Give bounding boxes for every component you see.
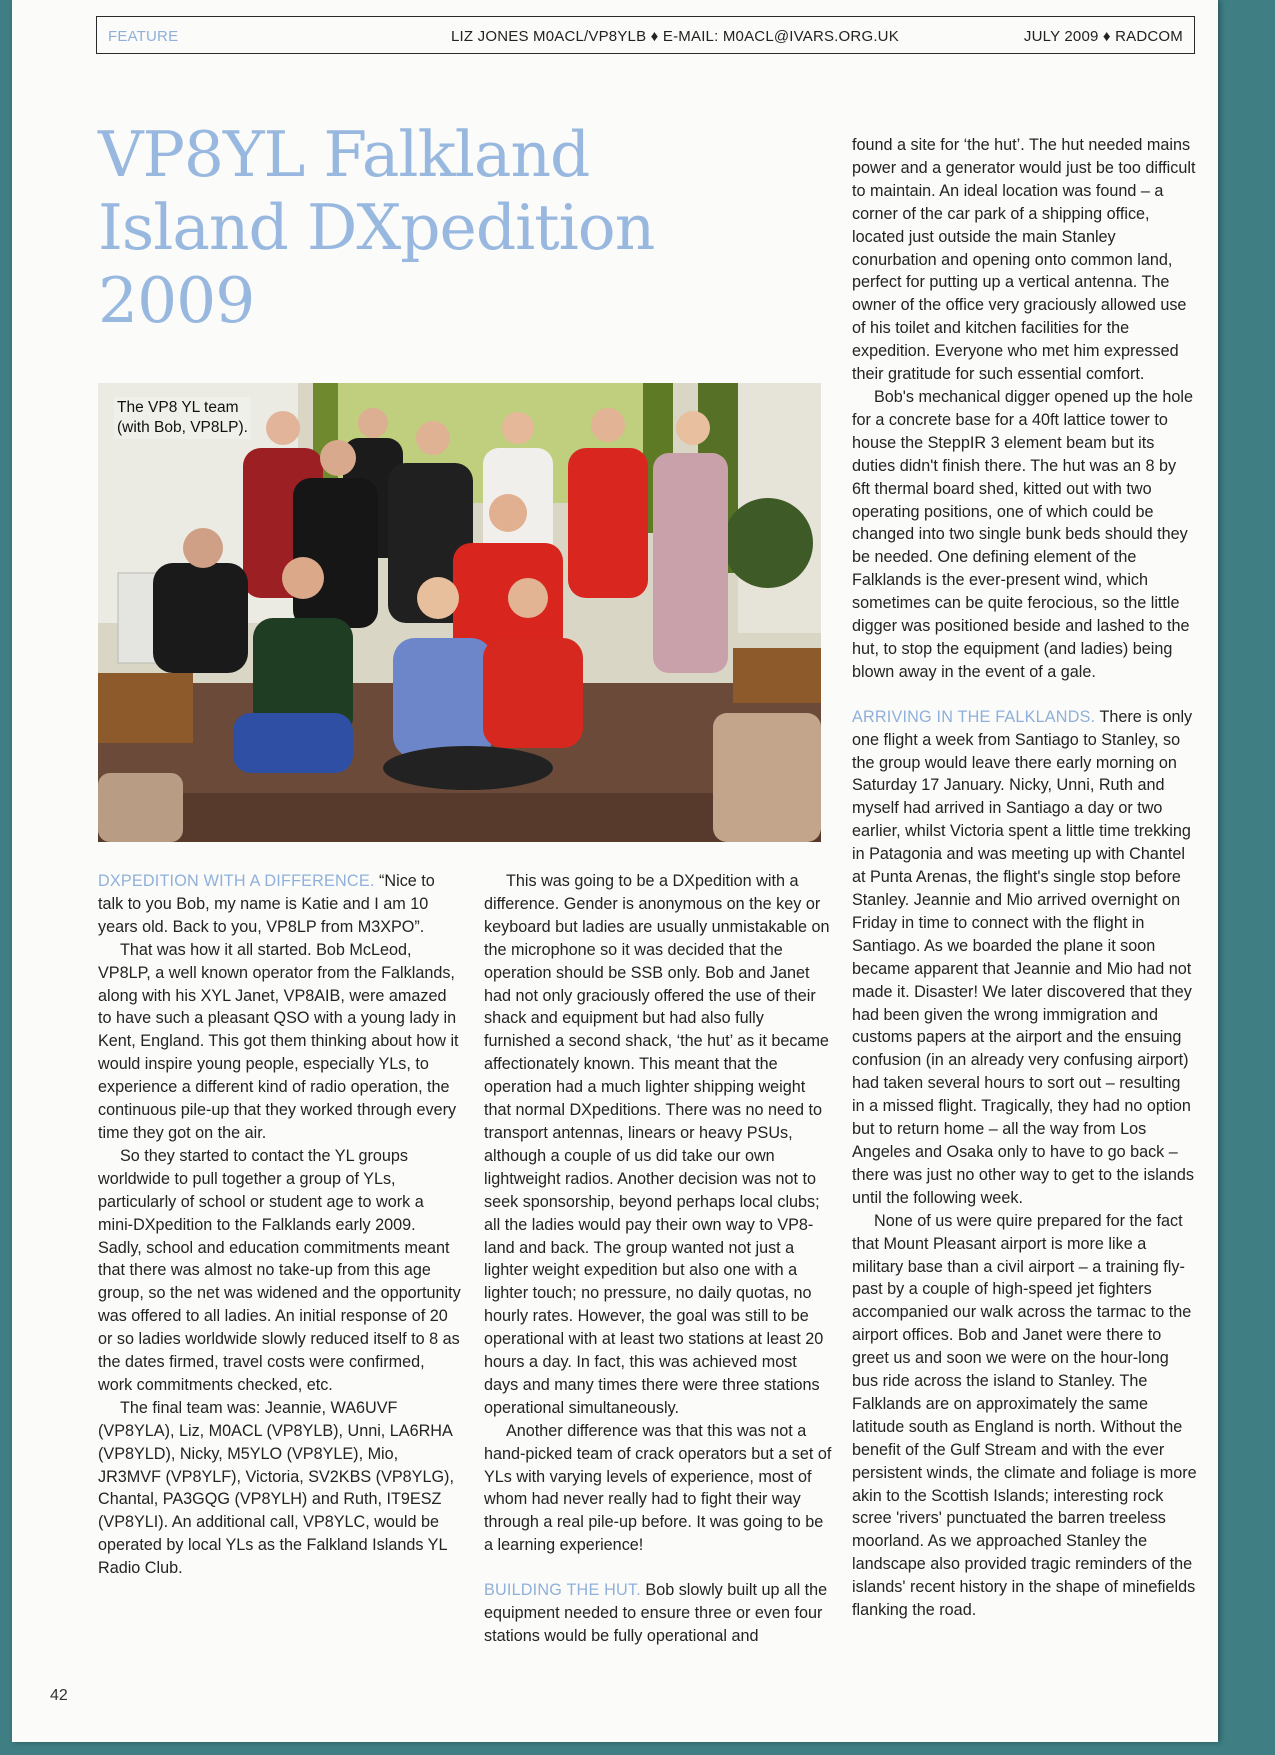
paragraph-text: “Nice to talk to you Bob, my name is Katie and I am 10 years old. Back to you, VP8LP from M3XPO”. — [98, 872, 435, 936]
article-column-2 — [484, 870, 834, 1648]
page-number: 42 — [50, 1687, 68, 1704]
paragraph: Bob's mechanical digger opened up the hole for a concrete base for a 40ft lattice tower to house the SteppIR 3 element beam but its duties didn't finish there. The hut was an 8 by 6ft thermal board shed, kitted out with two operating positions, one of which could be changed into two single bunk beds should they be needed. One defining element of the Falklands is the ever-present wind, which sometimes can be quite ferocious, so the little digger was positioned beside and lashed to the hut, to stop the equipment (and ladies) being blown away in the event of a gale. — [852, 387, 1193, 681]
article-column-1 — [98, 870, 463, 1580]
photo-caption — [114, 397, 251, 439]
paragraph — [484, 1579, 834, 1648]
paragraph: None of us were quire prepared for the fact that Mount Pleasant airport is more like a military base than a civil airport – a training fly-past by a couple of high-speed jet fighters accompanied our walk across the tarmac to the airport offices. Bob and Janet were there to greet us and soon we were on the hour-long bus ride across the island to Stanley. The Falklands are on approximately the same latitude south as England is north. Without the benefit of the Gulf Stream and with the ever persistent winds, the climate and foliage is more akin to the Scottish Islands; interesting rock scree 'rivers' punctuated the barren treeless moorland. As we approached Stanley the landscape also provided tragic reminders of the islands' recent history in the shape of minefields flanking the road. — [852, 1211, 1197, 1620]
running-header — [96, 16, 1195, 54]
paragraph: So they started to contact the YL groups worldwide to pull together a group of YLs, particularly of school or student age to work a mini-DXpedition to the Falklands early 2009. Sadly, school and education commitments meant that there was almost no take-up from this age group, so the net was widened and the opportunity was offered to all ladies. An initial response of 20 or so ladies worldwide slowly reduced itself to 8 as the dates firmed, travel costs were confirmed, work commitments checked, etc. — [98, 1146, 461, 1394]
paragraph — [852, 706, 1197, 1210]
paragraph-text: Bob slowly built up all the equipment needed to ensure three or even four stations would be fully operational and — [484, 1581, 828, 1645]
caption-line-2: (with Bob, VP8LP). — [117, 419, 248, 436]
section-heading: DXPEDITION WITH A DIFFERENCE. — [98, 872, 375, 890]
section-label: FEATURE — [108, 28, 179, 45]
team-photo-illustration — [98, 383, 821, 842]
section-heading: ARRIVING IN THE FALKLANDS. — [852, 707, 1096, 726]
paragraph: That was how it all started. Bob McLeod, VP8LP, a well known operator from the Falklands, along with his XYL Janet, VP8AIB, were amazed to have such a pleasant QSO with a young lady in Kent, England. This got them thinking about how it would inspire young people, especially YLs, to experience a different kind of radio operation, the continuous pile-up that they worked through every time they got on the air. — [98, 940, 459, 1142]
section-heading: BUILDING THE HUT. — [484, 1581, 641, 1600]
paragraph: found a site for ‘the hut’. The hut needed mains power and a generator would just be too difficult to maintain. An ideal location was found – a corner of the car park of a shipping office, located just outside the main Stanley conurbation and opening onto common land, perfect for putting up a vertical antenna. The owner of the office very graciously allowed use of his toilet and kitchen facilities for the expedition. Everyone who met him expressed their gratitude for such essential comfort. — [852, 136, 1196, 384]
caption-line-1: The VP8 YL team — [117, 399, 239, 416]
author-contact: LIZ JONES M0ACL/VP8YLB ♦ E-MAIL: M0ACL@IVARS.ORG.UK — [451, 28, 899, 45]
paragraph: Another difference was that this was not a hand-picked team of crack operators but a set of YLs with varying levels of experience, most of whom had never really had to fight their way through a real pile-up before. It was going to be a learning experience! — [484, 1421, 832, 1555]
issue-label: JULY 2009 ♦ RADCOM — [1023, 28, 1183, 45]
paragraph: The final team was: Jeannie, WA6UVF (VP8YLA), Liz, M0ACL (VP8YLB), Unni, LA6RHA (VP8YLD), Nicky, M5YLO (VP8YLE), Mio, JR3MVF (VP8YLF), Victoria, SV2KBS (VP8YLG), Chantal, PA3GQG (VP8YLH) and Ruth, IT9ESZ (VP8YLI). An additional call, VP8YLC, would be operated by local YLs as the Falkland Islands YL Radio Club. — [98, 1398, 454, 1578]
article-title: VP8YL Falkland Island DXpedition 2009 — [98, 118, 655, 337]
paragraph — [98, 870, 463, 939]
paragraph-text: There is only one flight a week from Santiago to Stanley, so the group would leave there early morning on Saturday 17 January. Nicky, Unni, Ruth and myself had arrived in Santiago a day or two earlier, whilst Victoria spent a little time trekking in Patagonia and was meeting up with Chantel at Punta Arenas, the flight's single stop before Stanley. Jeannie and Mio arrived overnight on Friday in time to connect with the flight in Santiago. As we boarded the plane it soon became apparent that Jeannie and Mio had not made it. Disaster! We later discovered that they had been given the wrong immigration and customs papers at the airport and the ensuing confusion (in an already very confusing airport) had taken several hours to sort out – resulting in a missed flight. Tragically, they had no option but to return home – all the way from Los Angeles and Osaka only to have to go back – there was just no other way to get to the islands until the following week. — [852, 707, 1194, 1207]
magazine-page — [12, 0, 1218, 1742]
paragraph: This was going to be a DXpedition with a difference. Gender is anonymous on the key or keyboard but ladies are usually unmistakable on the microphone so it was decided that the operation should be SSB only. Bob and Janet had not only graciously offered the use of their shack and equipment but had also fully furnished a second shack, ‘the hut’ as it became affectionately known. This meant that the operation had a much lighter shipping weight that normal DXpeditions. There was no need to transport antennas, linears or heavy PSUs, although a couple of us did take our own lightweight radios. Another decision was not to seek sponsorship, beyond perhaps local clubs; all the ladies would pay their own way to VP8-land and back. The group wanted not just a lighter weight expedition but also one with a lighter touch; no pressure, no daily quotas, no hourly rates. However, the goal was still to be operational with at least two stations at least 20 hours a day. In fact, this was achieved most days and many times there were three stations operational simultaneously. — [484, 872, 830, 1417]
article-column-3 — [852, 134, 1197, 1622]
team-photo — [98, 383, 821, 842]
